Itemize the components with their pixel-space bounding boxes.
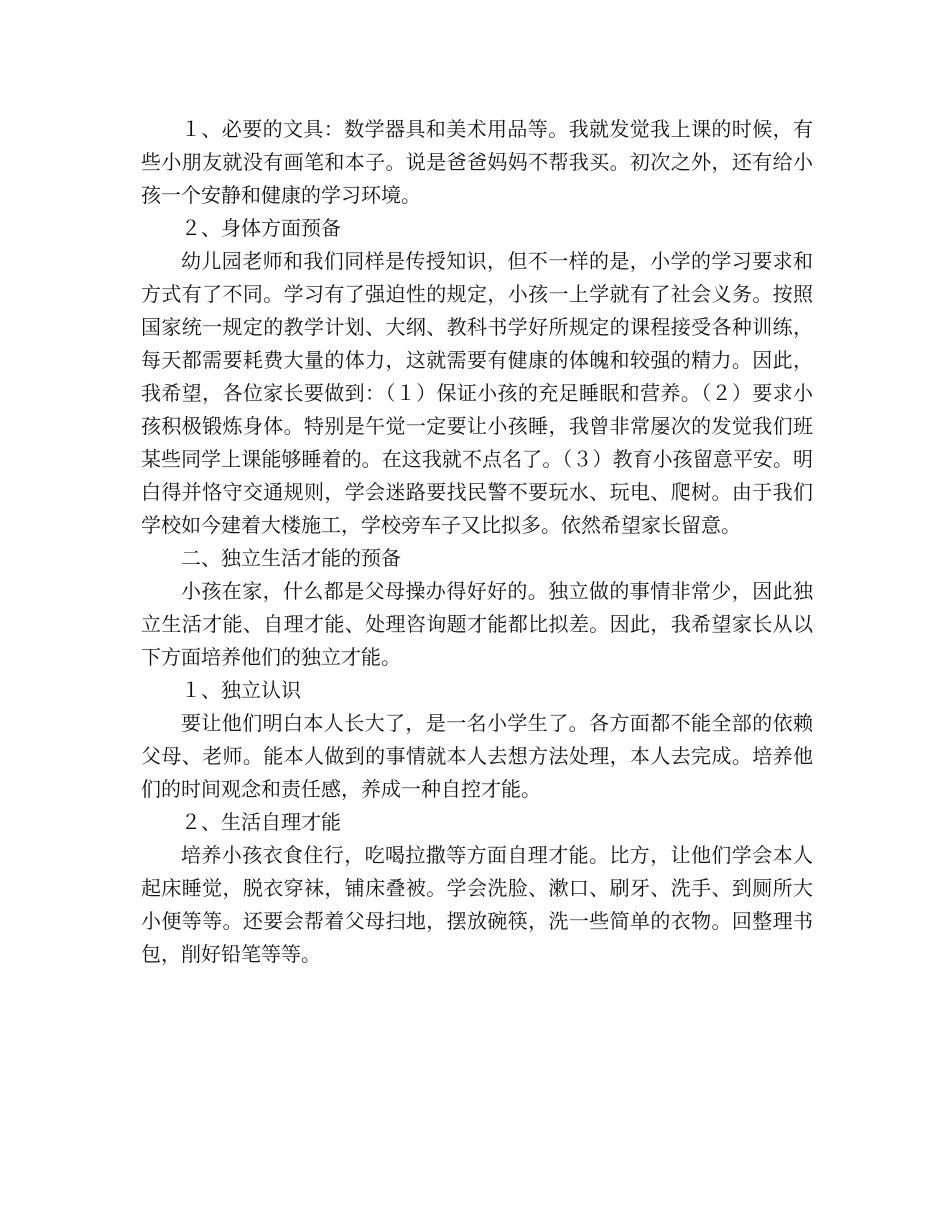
paragraph-stationery: １、必要的文具：数学器具和美术用品等。我就发觉我上课的时候，有些小朋友就没有画笔和本子。说是爸爸妈妈不帮我买。初次之外，还有给小孩一个安静和健康的学习环境。 (141, 117, 813, 207)
paragraph-independent-living: 小孩在家，什么都是父母操办得好好的。独立做的事情非常少，因此独立生活才能、自理才能、处理咨询题才能都比拟差。因此，我希望家长从以下方面培养他们的独立才能。 (141, 579, 813, 669)
heading-independent-living: 二、独立生活才能的预备 (181, 546, 401, 570)
paragraph-self-care: 培养小孩衣食住行，吃喝拉撒等方面自理才能。比方，让他们学会本人起床睡觉，脱衣穿袜，铺床叠被。学会洗脸、漱口、刷牙、洗手、到厕所大小便等等。还要会帮着父母扫地，摆放碗筷，洗一些简单的衣物。回整理书包，削好铅笔等等。 (141, 843, 813, 966)
paragraph-independent-awareness: 要让他们明白本人长大了，是一名小学生了。各方面都不能全部的依赖父母、老师。能本人做到的事情就本人去想方法处理，本人去完成。培养他们的时间观念和责任感，养成一种自控才能。 (141, 711, 813, 801)
paragraph-physical-preparation: 幼儿园老师和我们同样是传授知识，但不一样的是，小学的学习要求和方式有了不同。学习有了强迫性的规定，小孩一上学就有了社会义务。按照国家统一规定的教学计划、大纲、教科书学好所规定的课程接受各种训练，每天都需要耗费大量的体力，这就需要有健康的体魄和较强的精力。因此，我希望，各位家长要做到：（１）保证小孩的充足睡眠和营养。（２）要求小孩积极锻炼身体。特别是午觉一定要让小孩睡，我曾非常屡次的发觉我们班某些同学上课能够睡着的。在这我就不点名了。（３）教育小孩留意平安。明白得并恪守交通规则，学会迷路要找民警不要玩水、玩电、爬树。由于我们学校如今建着大楼施工，学校旁车子又比拟多。依然希望家长留意。 (141, 249, 813, 537)
heading-independent-awareness: １、独立认识 (181, 678, 301, 702)
heading-self-care: ２、生活自理才能 (181, 810, 341, 834)
document-page (141, 113, 813, 971)
heading-physical-preparation: ２、身体方面预备 (181, 216, 341, 240)
